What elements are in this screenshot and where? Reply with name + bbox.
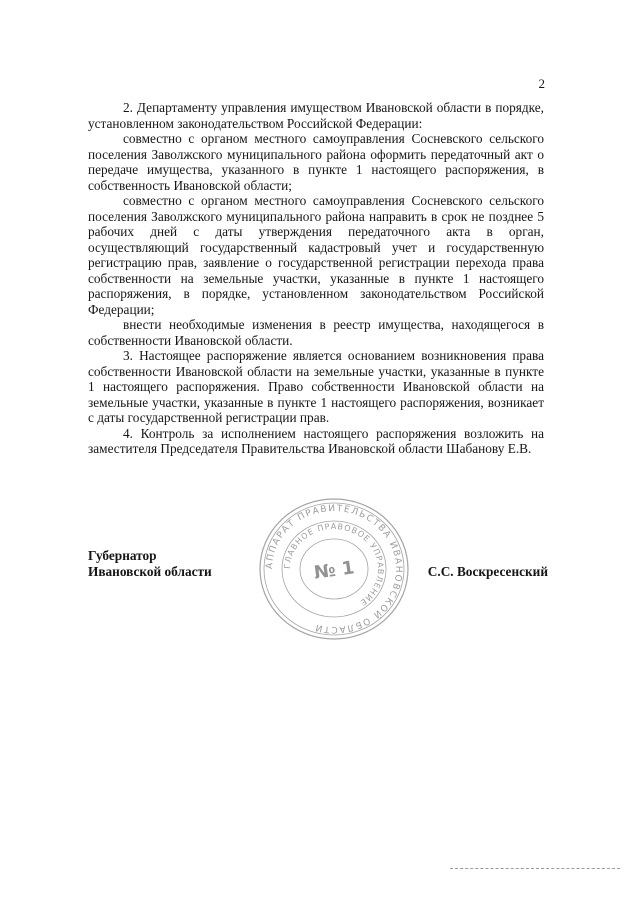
official-stamp <box>254 494 414 644</box>
paragraph: 3. Настоящее распоряжение является основанием возникновения права собственности Ивановской области на земельные участки, указанные в пункте 1 настоящего распоряжения. Право собственности Ивановской области на земельные участки, указанные в пункте 1 настоящего распоряжения, возникает с даты государственной регистрации прав. <box>88 348 544 425</box>
signature-position <box>88 548 212 579</box>
paragraph: 4. Контроль за исполнением настоящего распоряжения возложить на заместителя Председателя Правительства Ивановской области Шабанову Е.В. <box>88 425 544 456</box>
paragraph: совместно с органом местного самоуправления Сосневского сельского поселения Заволжского муниципального района оформить передаточный акт о передаче имущества, указанного в пункте 1 настоящего распоряжения, в собственность Ивановской области; <box>88 131 544 193</box>
scan-artifact-line <box>450 868 620 870</box>
stamp-outer-text: АППАРАТ ПРАВИТЕЛЬСТВА ИВАНОВСКОЙ ОБЛАСТИ <box>264 503 404 635</box>
position-title: Губернатор <box>88 548 157 563</box>
stamp-inner-text: ГЛАВНОЕ ПРАВОВОЕ УПРАВЛЕНИЕ <box>282 521 386 608</box>
position-region: Ивановской области <box>88 563 212 579</box>
document-body <box>88 100 544 457</box>
paragraph: внести необходимые изменения в реестр имущества, находящегося в собственности Ивановской области. <box>88 317 544 348</box>
stamp-number: № 1 <box>312 557 356 584</box>
page-number: 2 <box>538 76 545 91</box>
paragraph: совместно с органом местного самоуправления Сосневского сельского поселения Заволжского муниципального района направить в срок не позднее 5 рабочих дней с даты утверждения передаточного акта в орган, осуществляющий государственный кадастровый учет и государственную регистрацию прав, заявление о государственной регистрации перехода права собственности на земельные участки, указанные в пункте 1 настоящего распоряжения, в порядке, установленном законодательством Российской Федерации; <box>88 193 544 317</box>
signatory-name: С.С. Воскресенский <box>427 564 548 579</box>
paragraph: 2. Департаменту управления имуществом Ивановской области в порядке, установленном законодательством Российской Федерации: <box>88 100 544 131</box>
